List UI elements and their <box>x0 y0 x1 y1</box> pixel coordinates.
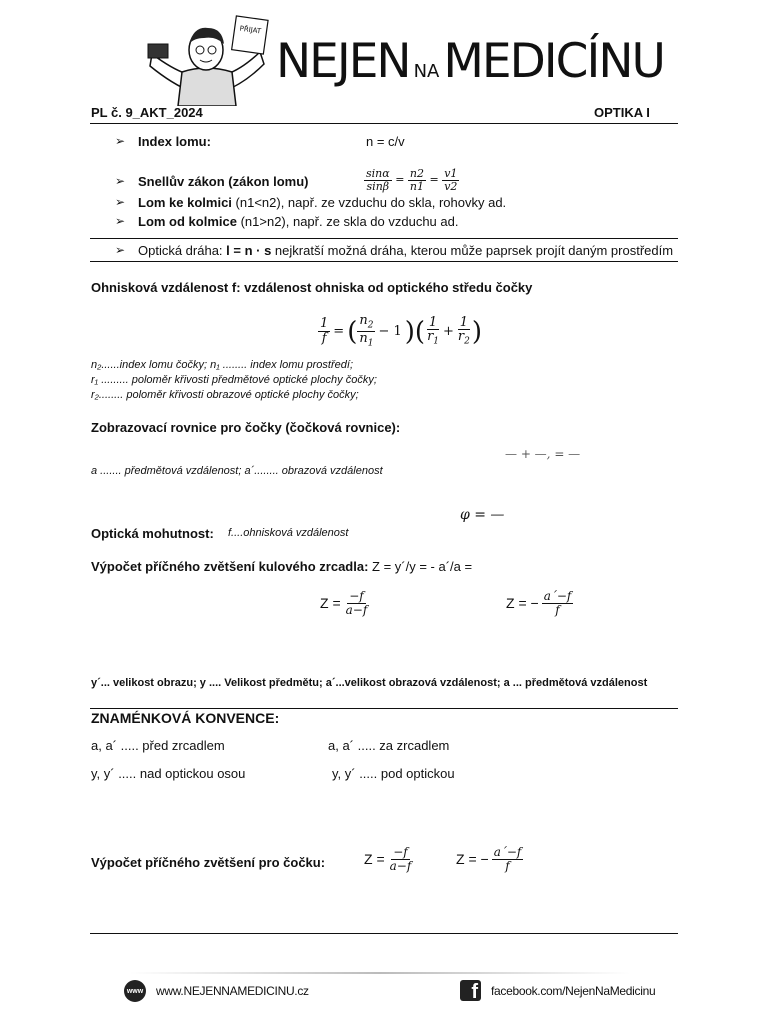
doc-topic: OPTIKA I <box>594 105 650 120</box>
mirror-heading <box>91 559 472 574</box>
snell-label: Snellův zákon (zákon lomu) <box>138 174 309 189</box>
snell-f3-den: v2 <box>444 179 458 193</box>
convention-rule <box>90 708 678 709</box>
snell-eq2: = <box>429 173 439 187</box>
footer-site-link[interactable]: www.NEJENNAMEDICINU.cz <box>156 984 309 998</box>
index-formula: n = c/v <box>366 134 405 149</box>
away-normal <box>138 214 458 229</box>
lm-r1-sub: 1 <box>433 336 440 347</box>
toward-bold: Lom ke kolmici <box>138 195 232 210</box>
lens-mag-z2-den: f <box>505 858 510 873</box>
lens-eq-heading: Zobrazovací rovnice pro čočky (čočková rovnice): <box>91 420 401 435</box>
lm-eq: = <box>333 324 345 340</box>
toward-normal <box>138 195 506 210</box>
arrow-bullet-icon: ➢ <box>115 174 126 188</box>
optical-path-pre: Optická dráha: <box>138 243 227 258</box>
mirror-legend: y´... velikost obrazu; y .... Velikost předmětu; a´...velikost obrazová vzdálenost; a ... předmětová vzdálenost <box>91 677 648 689</box>
mirror-heading-rest: Z = y´/y = - a´/a = <box>368 559 473 574</box>
power-note: f....ohnisková vzdálenost <box>228 527 349 539</box>
away-bold: Lom od kolmice <box>138 214 237 229</box>
snell-f1-num: sinα <box>366 167 390 180</box>
mirror-z2-lhs: Z = − <box>506 595 539 612</box>
arrow-bullet-icon: ➢ <box>115 195 126 209</box>
power-formula: φ = — <box>460 507 505 523</box>
toward-rest: (n1<n2), např. ze vzduchu do skla, rohovky ad. <box>231 195 507 210</box>
lens-eq-formula: — + —, = — <box>505 447 581 461</box>
www-badge-text: www <box>126 987 144 995</box>
snell-eq1: = <box>395 173 405 187</box>
lens-mag-heading: Výpočet příčného zvětšení pro čočku: <box>91 855 326 870</box>
footer-divider <box>130 972 630 974</box>
lens-mag-z1-num: −f <box>393 845 408 859</box>
lm-n2: n <box>359 313 368 328</box>
convention-r1-left: a, a´ ..... před zrcadlem <box>91 738 225 753</box>
convention-r2-right: y, y´ ..... pod optickou <box>332 766 455 781</box>
mascot-illustration <box>142 14 270 106</box>
optical-path-bottom-rule <box>90 261 678 262</box>
optical-path-rest: nejkratší možná dráha, kterou může paprsek projít daným prostředím <box>271 243 674 258</box>
mirror-z1-den: a−f <box>345 602 368 617</box>
snell-formula <box>364 168 459 192</box>
lens-mag-z1-lhs: Z = <box>364 851 385 868</box>
sign-text: PŘIJAT <box>239 24 262 36</box>
convention-r1-right: a, a´ ..... za zrcadlem <box>328 738 450 753</box>
lm-r2-sub: 2 <box>464 336 470 347</box>
convention-r2-left: y, y´ ..... nad optickou osou <box>91 766 246 781</box>
footer-facebook-link[interactable]: facebook.com/NejenNaMedicinu <box>491 984 656 998</box>
lm-r1: r <box>427 329 434 345</box>
focal-note-3: r₂........ poloměr křivosti obrazové optické plochy čočky; <box>91 389 359 401</box>
brand-left: NEJEN <box>276 34 410 89</box>
arrow-bullet-icon: ➢ <box>115 214 126 228</box>
doc-id: PL č. 9_AKT_2024 <box>91 105 203 120</box>
lens-mag-z2 <box>456 846 523 872</box>
arrow-bullet-icon: ➢ <box>115 134 126 148</box>
mirror-z2-num: a´−f <box>543 589 572 603</box>
mirror-z1-num: −f <box>349 589 364 603</box>
snell-f1-den: sinβ <box>366 179 390 193</box>
header-rule <box>90 123 678 124</box>
lens-mag-z1-den: a−f <box>389 858 412 873</box>
brand-wordmark <box>276 34 664 89</box>
lm-one-c: 1 <box>459 314 469 330</box>
snell-f2-num: n2 <box>409 167 424 180</box>
lens-mag-z2-num: a´−f <box>493 845 522 859</box>
focal-heading: Ohnisková vzdálenost f: vzdálenost ohniska od optického středu čočky <box>91 280 533 295</box>
brand-right: MEDICÍNU <box>443 34 664 89</box>
lm-minus: − 1 <box>378 324 402 340</box>
lens-mag-z2-lhs: Z = − <box>456 851 489 868</box>
lens-eq-note: a ....... předmětová vzdálenost; a´........ obrazová vzdálenost <box>91 465 383 477</box>
convention-heading: ZNAMÉNKOVÁ KONVENCE: <box>91 710 280 726</box>
mirror-z2-den: f <box>555 602 560 617</box>
power-label: Optická mohutnost: <box>91 526 214 541</box>
lm-r2: r <box>457 329 465 345</box>
optical-path-bold: l = n · s <box>226 243 272 258</box>
focal-note-1: n₂......index lomu čočky; n₁ ........ index lomu prostředí; <box>91 359 353 371</box>
mirror-z1-lhs: Z = <box>320 595 341 612</box>
lensmaker-formula: $\frac{1}{f}$ = ( $\frac{n_2}{n_1}$ − 1 ) ( $\frac{1}{r_1}$ + $\frac{1}{r_2}$ ) <box>320 313 483 349</box>
optical-path-top-rule <box>90 238 678 239</box>
mirror-z2 <box>506 590 573 616</box>
brand-mid: NA <box>413 61 440 82</box>
lm-f: f <box>321 331 327 347</box>
arrow-bullet-icon: ➢ <box>115 243 126 257</box>
snell-f2-den: n1 <box>409 179 424 193</box>
lm-n2-sub: 2 <box>367 320 374 331</box>
lm-plus: + <box>443 324 454 340</box>
facebook-icon: f <box>460 980 481 1001</box>
focal-note-2: r₁ ......... poloměr křivosti předmětové optické plochy čočky; <box>91 374 377 386</box>
lm-one: 1 <box>320 316 329 332</box>
lm-one-b: 1 <box>428 314 438 330</box>
lm-n1-sub: 1 <box>367 338 374 349</box>
away-rest: (n1>n2), např. ze skla do vzduchu ad. <box>236 214 459 229</box>
lens-mag-z1 <box>364 846 413 872</box>
mirror-z1 <box>320 590 369 616</box>
bottom-rule <box>90 933 678 934</box>
optical-path <box>138 243 673 258</box>
snell-f3-num: v1 <box>444 167 458 180</box>
index-label: Index lomu: <box>138 134 211 149</box>
www-icon <box>124 980 146 1002</box>
mirror-heading-bold: Výpočet příčného zvětšení kulového zrcadla: <box>91 559 369 574</box>
lm-n1: n <box>359 331 368 347</box>
logo-mascot <box>142 14 270 106</box>
